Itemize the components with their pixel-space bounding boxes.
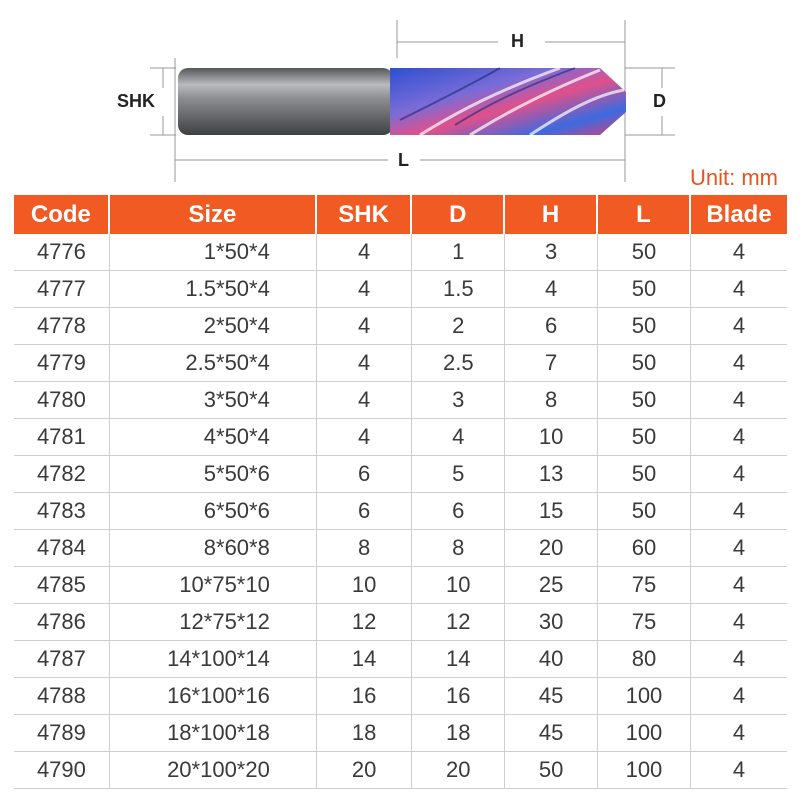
tool-flutes [390, 68, 626, 135]
shk-cell: 4 [317, 308, 413, 345]
size-cell: 20*100*20 [110, 752, 317, 789]
shk-cell: 10 [317, 567, 413, 604]
unit-label: Unit: mm [690, 165, 778, 190]
table-row [14, 271, 787, 308]
diameter-dimension-label: D [653, 91, 666, 111]
l-cell: 50 [598, 419, 691, 456]
table-row [14, 382, 787, 419]
blade-cell: 4 [691, 419, 787, 456]
header-d: D [412, 195, 505, 234]
h-cell: 4 [505, 271, 598, 308]
table-row [14, 308, 787, 345]
blade-cell: 4 [691, 382, 787, 419]
h-cell: 13 [505, 456, 598, 493]
h-cell: 45 [505, 678, 598, 715]
blade-cell: 4 [691, 752, 787, 789]
code-cell: 4779 [14, 345, 110, 382]
shk-cell: 8 [317, 530, 413, 567]
h-cell: 8 [505, 382, 598, 419]
size-cell: 10*75*10 [110, 567, 317, 604]
table-body [14, 234, 787, 789]
code-cell: 4776 [14, 234, 110, 271]
h-cell: 10 [505, 419, 598, 456]
h-cell: 20 [505, 530, 598, 567]
l-cell: 100 [598, 678, 691, 715]
table-row [14, 493, 787, 530]
shk-cell: 4 [317, 271, 413, 308]
h-cell: 7 [505, 345, 598, 382]
blade-cell: 4 [691, 530, 787, 567]
size-cell: 14*100*14 [110, 641, 317, 678]
h-cell: 25 [505, 567, 598, 604]
l-cell: 80 [598, 641, 691, 678]
shk-cell: 4 [317, 419, 413, 456]
code-cell: 4788 [14, 678, 110, 715]
d-cell: 16 [412, 678, 505, 715]
shk-cell: 18 [317, 715, 413, 752]
shk-cell: 16 [317, 678, 413, 715]
d-cell: 20 [412, 752, 505, 789]
blade-cell: 4 [691, 678, 787, 715]
d-cell: 6 [412, 493, 505, 530]
l-cell: 50 [598, 271, 691, 308]
l-cell: 50 [598, 382, 691, 419]
code-cell: 4778 [14, 308, 110, 345]
size-cell: 1.5*50*4 [110, 271, 317, 308]
blade-cell: 4 [691, 493, 787, 530]
d-cell: 2 [412, 308, 505, 345]
code-cell: 4789 [14, 715, 110, 752]
l-cell: 75 [598, 604, 691, 641]
header-blade: Blade [691, 195, 787, 234]
d-cell: 4 [412, 419, 505, 456]
table-row [14, 604, 787, 641]
table-row [14, 641, 787, 678]
blade-cell: 4 [691, 604, 787, 641]
d-cell: 14 [412, 641, 505, 678]
header-size: Size [110, 195, 317, 234]
size-cell: 2.5*50*4 [110, 345, 317, 382]
shk-cell: 4 [317, 345, 413, 382]
size-cell: 8*60*8 [110, 530, 317, 567]
table-row [14, 678, 787, 715]
h-cell: 45 [505, 715, 598, 752]
size-cell: 16*100*16 [110, 678, 317, 715]
size-cell: 4*50*4 [110, 419, 317, 456]
shank-dimension-label: SHK [117, 91, 156, 111]
d-cell: 1.5 [412, 271, 505, 308]
size-cell: 3*50*4 [110, 382, 317, 419]
shk-cell: 4 [317, 382, 413, 419]
header-l: L [598, 195, 691, 234]
code-cell: 4785 [14, 567, 110, 604]
d-cell: 8 [412, 530, 505, 567]
l-cell: 100 [598, 715, 691, 752]
table-row [14, 419, 787, 456]
table-row [14, 715, 787, 752]
h-cell: 3 [505, 234, 598, 271]
table-row [14, 345, 787, 382]
h-cell: 15 [505, 493, 598, 530]
l-cell: 50 [598, 456, 691, 493]
table-row [14, 752, 787, 789]
code-cell: 4786 [14, 604, 110, 641]
code-cell: 4783 [14, 493, 110, 530]
l-cell: 100 [598, 752, 691, 789]
size-cell: 18*100*18 [110, 715, 317, 752]
blade-cell: 4 [691, 345, 787, 382]
table-header-row [14, 195, 787, 234]
size-cell: 5*50*6 [110, 456, 317, 493]
l-cell: 75 [598, 567, 691, 604]
blade-cell: 4 [691, 308, 787, 345]
table-row [14, 567, 787, 604]
code-cell: 4781 [14, 419, 110, 456]
code-cell: 4787 [14, 641, 110, 678]
h-cell: 40 [505, 641, 598, 678]
l-cell: 50 [598, 493, 691, 530]
shk-cell: 12 [317, 604, 413, 641]
table-row [14, 456, 787, 493]
size-cell: 12*75*12 [110, 604, 317, 641]
shk-cell: 20 [317, 752, 413, 789]
header-shk: SHK [317, 195, 413, 234]
blade-cell: 4 [691, 271, 787, 308]
size-cell: 2*50*4 [110, 308, 317, 345]
overall-length-dimension-label: L [398, 150, 409, 170]
d-cell: 2.5 [412, 345, 505, 382]
blade-cell: 4 [691, 456, 787, 493]
size-cell: 1*50*4 [110, 234, 317, 271]
code-cell: 4784 [14, 530, 110, 567]
table-row [14, 530, 787, 567]
code-cell: 4782 [14, 456, 110, 493]
spec-table [14, 195, 787, 789]
d-cell: 3 [412, 382, 505, 419]
code-cell: 4777 [14, 271, 110, 308]
end-mill-diagram [0, 0, 800, 195]
shk-cell: 6 [317, 456, 413, 493]
blade-cell: 4 [691, 567, 787, 604]
l-cell: 50 [598, 345, 691, 382]
h-cell: 6 [505, 308, 598, 345]
shk-cell: 14 [317, 641, 413, 678]
shk-cell: 6 [317, 493, 413, 530]
table-row [14, 234, 787, 271]
code-cell: 4780 [14, 382, 110, 419]
flute-length-dimension-label: H [511, 31, 524, 51]
d-cell: 1 [412, 234, 505, 271]
d-cell: 18 [412, 715, 505, 752]
h-cell: 30 [505, 604, 598, 641]
header-code: Code [14, 195, 110, 234]
header-h: H [505, 195, 598, 234]
d-cell: 5 [412, 456, 505, 493]
l-cell: 50 [598, 234, 691, 271]
tool-shank [178, 68, 393, 135]
blade-cell: 4 [691, 234, 787, 271]
size-cell: 6*50*6 [110, 493, 317, 530]
h-cell: 50 [505, 752, 598, 789]
d-cell: 10 [412, 567, 505, 604]
l-cell: 60 [598, 530, 691, 567]
blade-cell: 4 [691, 715, 787, 752]
code-cell: 4790 [14, 752, 110, 789]
l-cell: 50 [598, 308, 691, 345]
shk-cell: 4 [317, 234, 413, 271]
d-cell: 12 [412, 604, 505, 641]
blade-cell: 4 [691, 641, 787, 678]
